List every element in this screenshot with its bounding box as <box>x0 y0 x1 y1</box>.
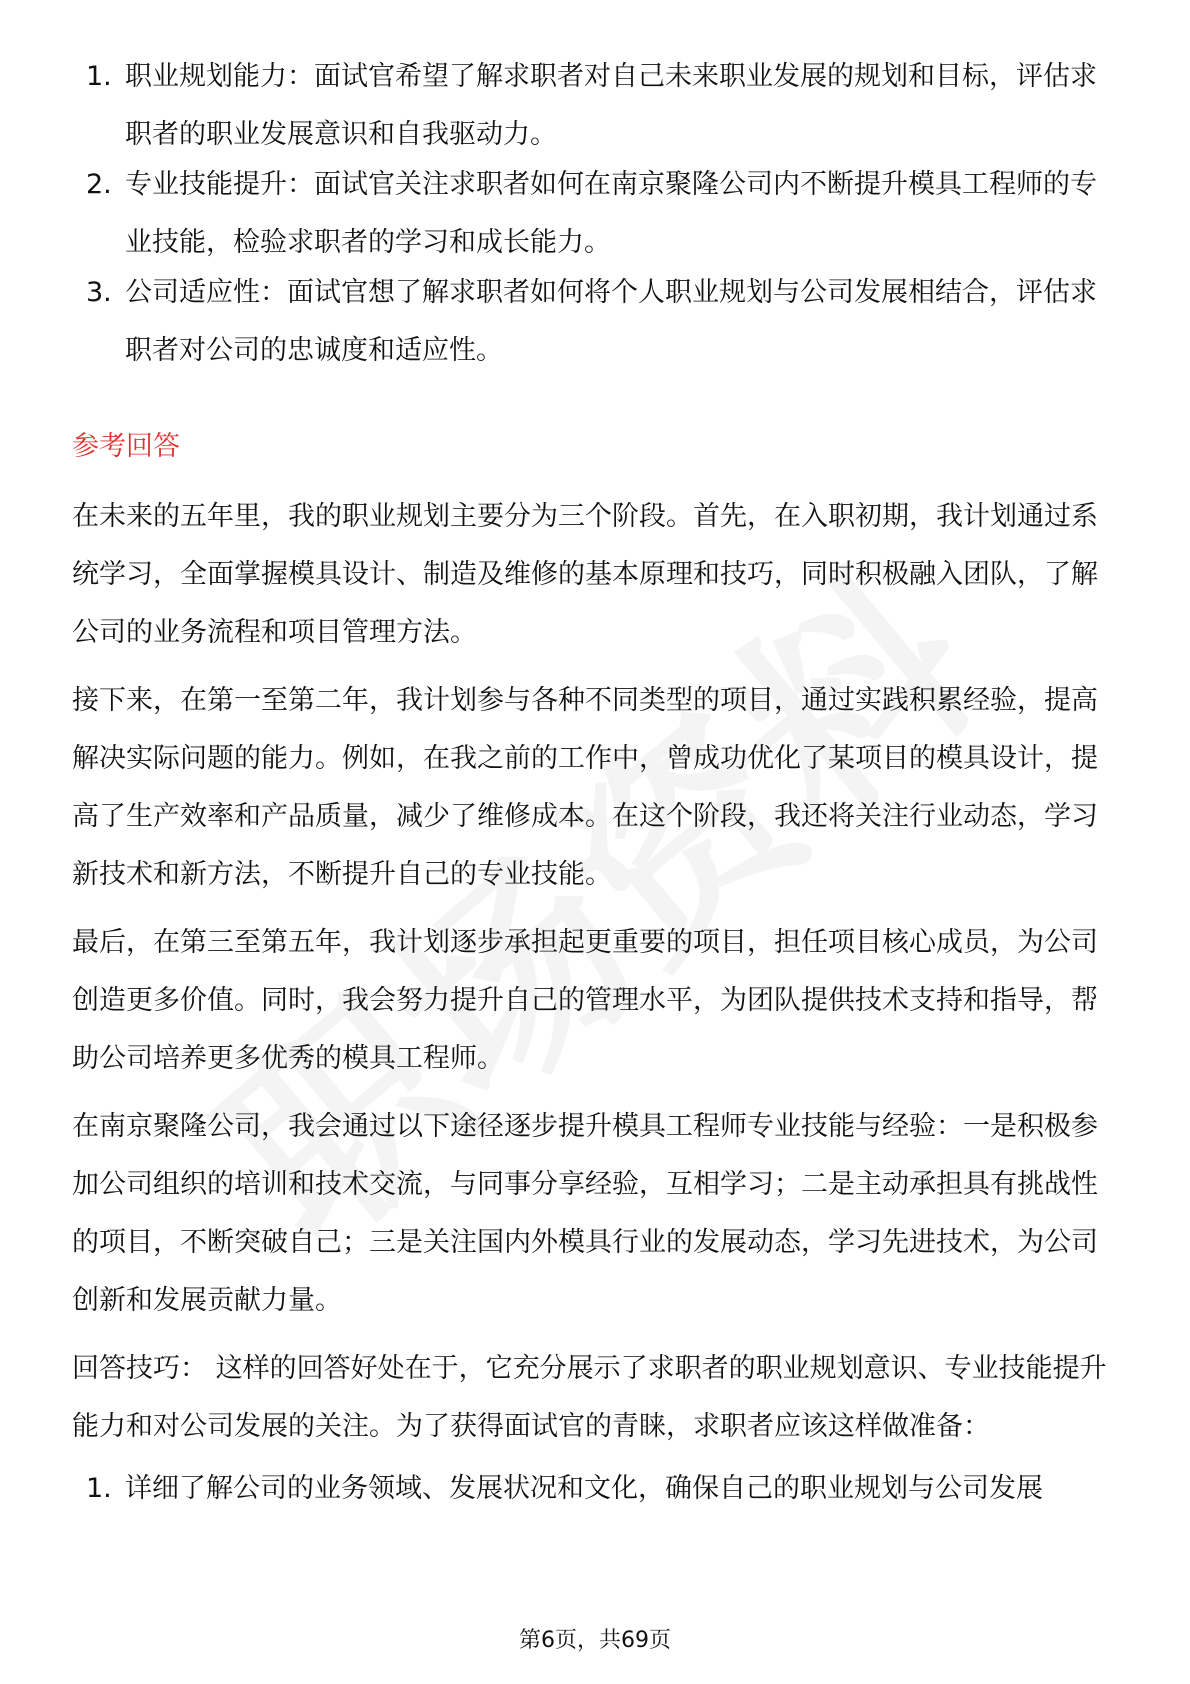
list-item <box>72 156 1122 264</box>
list-item-text: 职业规划能力：面试官希望了解求职者对自己未来职业发展的规划和目标，评估求职者的职业发展意识和自我驱动力。 <box>125 61 1097 150</box>
list-item-text: 详细了解公司的业务领域、发展状况和文化，确保自己的职业规划与公司发展 <box>125 1473 1043 1504</box>
list-item-number: 1. <box>86 1473 112 1504</box>
list-item-text: 公司适应性：面试官想了解求职者如何将个人职业规划与公司发展相结合，评估求职者对公司的忠诚度和适应性。 <box>125 277 1097 366</box>
answer-paragraph: 接下来，在第一至第二年，我计划参与各种不同类型的项目，通过实践积累经验，提高解决实际问题的能力。例如，在我之前的工作中，曾成功优化了某项目的模具设计，提高了生产效率和产品质量，减少了维修成本。在这个阶段，我还将关注行业动态，学习新技术和新方法，不断提升自己的专业技能。 <box>72 685 1098 890</box>
tips-paragraph: 回答技巧： 这样的回答好处在于，它充分展示了求职者的职业规划意识、专业技能提升能力和对公司发展的关注。为了获得面试官的青睐，求职者应该这样做准备： <box>72 1353 1107 1442</box>
list-item <box>72 264 1122 372</box>
focus-list <box>72 48 1122 372</box>
prep-list <box>72 1460 1122 1518</box>
list-item <box>72 1460 1122 1518</box>
list-item-text: 专业技能提升：面试官关注求职者如何在南京聚隆公司内不断提升模具工程师的专业技能，检验求职者的学习和成长能力。 <box>125 169 1097 258</box>
list-item-number: 2. <box>86 169 112 200</box>
list-item-number: 3. <box>86 277 112 308</box>
list-item <box>72 48 1122 156</box>
answer-paragraph: 最后，在第三至第五年，我计划逐步承担起更重要的项目，担任项目核心成员，为公司创造更多价值。同时，我会努力提升自己的管理水平，为团队提供技术支持和指导，帮助公司培养更多优秀的模具工程师。 <box>72 927 1098 1074</box>
answer-paragraph: 在南京聚隆公司，我会通过以下途径逐步提升模具工程师专业技能与经验：一是积极参加公司组织的培训和技术交流，与同事分享经验，互相学习；二是主动承担具有挑战性的项目，不断突破自己；三是关注国内外模具行业的发展动态，学习先进技术，为公司创新和发展贡献力量。 <box>72 1111 1098 1316</box>
list-item-number: 1. <box>86 61 112 92</box>
page-footer: 第6页，共69页 <box>519 1628 671 1653</box>
answer-paragraph: 在未来的五年里，我的职业规划主要分为三个阶段。首先，在入职初期，我计划通过系统学习，全面掌握模具设计、制造及维修的基本原理和技巧，同时积极融入团队，了解公司的业务流程和项目管理方法。 <box>72 501 1098 648</box>
section-heading: 参考回答 <box>72 431 180 462</box>
